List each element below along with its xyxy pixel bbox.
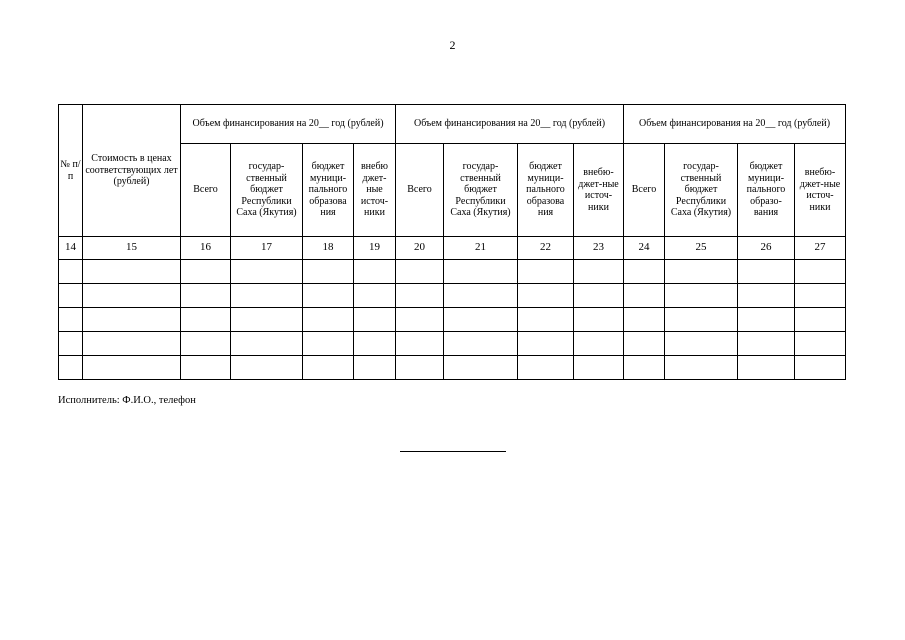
column-number: 25 — [665, 237, 738, 260]
table-cell — [59, 332, 83, 356]
subheader-municipal-budget-1: бюджет муници-пального образова ния — [303, 144, 354, 237]
table-cell — [518, 356, 574, 380]
table-cell — [574, 356, 624, 380]
column-number: 21 — [444, 237, 518, 260]
financing-table — [58, 104, 846, 380]
empty-rows — [59, 260, 846, 380]
table-row — [59, 308, 846, 332]
table-cell — [518, 284, 574, 308]
header-num: № п/п — [59, 105, 83, 237]
table-cell — [795, 284, 846, 308]
table-cell — [624, 356, 665, 380]
table-cell — [83, 284, 181, 308]
table-cell — [231, 356, 303, 380]
table-cell — [83, 332, 181, 356]
table-cell — [354, 284, 396, 308]
subheader-total-2: Всего — [396, 144, 444, 237]
table-cell — [444, 356, 518, 380]
table-cell — [396, 332, 444, 356]
table-cell — [795, 308, 846, 332]
executor-label: Исполнитель: Ф.И.О., телефон — [58, 395, 196, 406]
group-header-3: Объем финансирования на 20__ год (рублей) — [624, 105, 846, 144]
header-cost: Стоимость в ценах соответствующих лет (рублей) — [83, 105, 181, 237]
table-cell — [354, 260, 396, 284]
table-cell — [574, 308, 624, 332]
table-cell — [624, 260, 665, 284]
table-cell — [396, 284, 444, 308]
table-cell — [738, 260, 795, 284]
column-number: 14 — [59, 237, 83, 260]
table-cell — [444, 332, 518, 356]
column-number: 27 — [795, 237, 846, 260]
table-cell — [738, 332, 795, 356]
table-cell — [59, 284, 83, 308]
table-cell — [59, 308, 83, 332]
table-cell — [303, 260, 354, 284]
column-number: 15 — [83, 237, 181, 260]
table-cell — [303, 308, 354, 332]
table-cell — [396, 308, 444, 332]
column-number: 19 — [354, 237, 396, 260]
subheader-total-1: Всего — [181, 144, 231, 237]
table-row — [59, 356, 846, 380]
table-cell — [518, 332, 574, 356]
table-cell — [303, 284, 354, 308]
subheader-municipal-budget-2: бюджет муници-пального образова ния — [518, 144, 574, 237]
column-number: 26 — [738, 237, 795, 260]
table-row — [59, 260, 846, 284]
table-cell — [624, 284, 665, 308]
table-cell — [624, 308, 665, 332]
table-cell — [181, 260, 231, 284]
table-cell — [665, 332, 738, 356]
table-cell — [665, 356, 738, 380]
table-cell — [231, 284, 303, 308]
table-cell — [181, 356, 231, 380]
table-cell — [444, 284, 518, 308]
table-cell — [303, 356, 354, 380]
subheader-total-3: Всего — [624, 144, 665, 237]
table-cell — [59, 260, 83, 284]
column-number: 16 — [181, 237, 231, 260]
table-cell — [665, 284, 738, 308]
table-cell — [518, 260, 574, 284]
table-cell — [181, 332, 231, 356]
table-cell — [303, 332, 354, 356]
table-cell — [574, 260, 624, 284]
table-cell — [444, 308, 518, 332]
table-cell — [354, 356, 396, 380]
table-row — [59, 332, 846, 356]
header-row-groups — [59, 105, 846, 144]
table-cell — [354, 332, 396, 356]
column-number: 20 — [396, 237, 444, 260]
table-cell — [83, 356, 181, 380]
column-number: 22 — [518, 237, 574, 260]
column-number: 23 — [574, 237, 624, 260]
table-cell — [396, 356, 444, 380]
table-cell — [795, 356, 846, 380]
table-cell — [574, 284, 624, 308]
table-cell — [231, 308, 303, 332]
table-cell — [738, 308, 795, 332]
table-cell — [83, 260, 181, 284]
column-number: 18 — [303, 237, 354, 260]
table-cell — [665, 260, 738, 284]
table-cell — [665, 308, 738, 332]
table-row — [59, 284, 846, 308]
table-cell — [738, 356, 795, 380]
column-number-row — [59, 237, 846, 260]
table-cell — [83, 308, 181, 332]
table-cell — [231, 332, 303, 356]
table-cell — [231, 260, 303, 284]
table-cell — [59, 356, 83, 380]
table-cell — [574, 332, 624, 356]
column-number: 24 — [624, 237, 665, 260]
subheader-extrabudget-3: внебю-джет-ные источ-ники — [795, 144, 846, 237]
table-cell — [518, 308, 574, 332]
table-cell — [396, 260, 444, 284]
subheader-extrabudget-2: внебю-джет-ные источ-ники — [574, 144, 624, 237]
page-number: 2 — [449, 38, 456, 52]
table-cell — [354, 308, 396, 332]
table-cell — [624, 332, 665, 356]
column-number: 17 — [231, 237, 303, 260]
group-header-1: Объем финансирования на 20__ год (рублей) — [181, 105, 396, 144]
end-divider-line — [400, 451, 506, 452]
subheader-state-budget-1: государ-ственный бюджет Республики Саха (Якутия) — [231, 144, 303, 237]
group-header-2: Объем финансирования на 20__ год (рублей) — [396, 105, 624, 144]
subheader-state-budget-2: государ-ственный бюджет Республики Саха (Якутия) — [444, 144, 518, 237]
table-cell — [738, 284, 795, 308]
table-cell — [181, 284, 231, 308]
subheader-extrabudget-1: внебю джет-ные источ-ники — [354, 144, 396, 237]
table-cell — [795, 332, 846, 356]
subheader-municipal-budget-3: бюджет муници-пального образо-вания — [738, 144, 795, 237]
table-cell — [795, 260, 846, 284]
table-cell — [444, 260, 518, 284]
subheader-state-budget-3: государ-ственный бюджет Республики Саха (Якутия) — [665, 144, 738, 237]
table-cell — [181, 308, 231, 332]
